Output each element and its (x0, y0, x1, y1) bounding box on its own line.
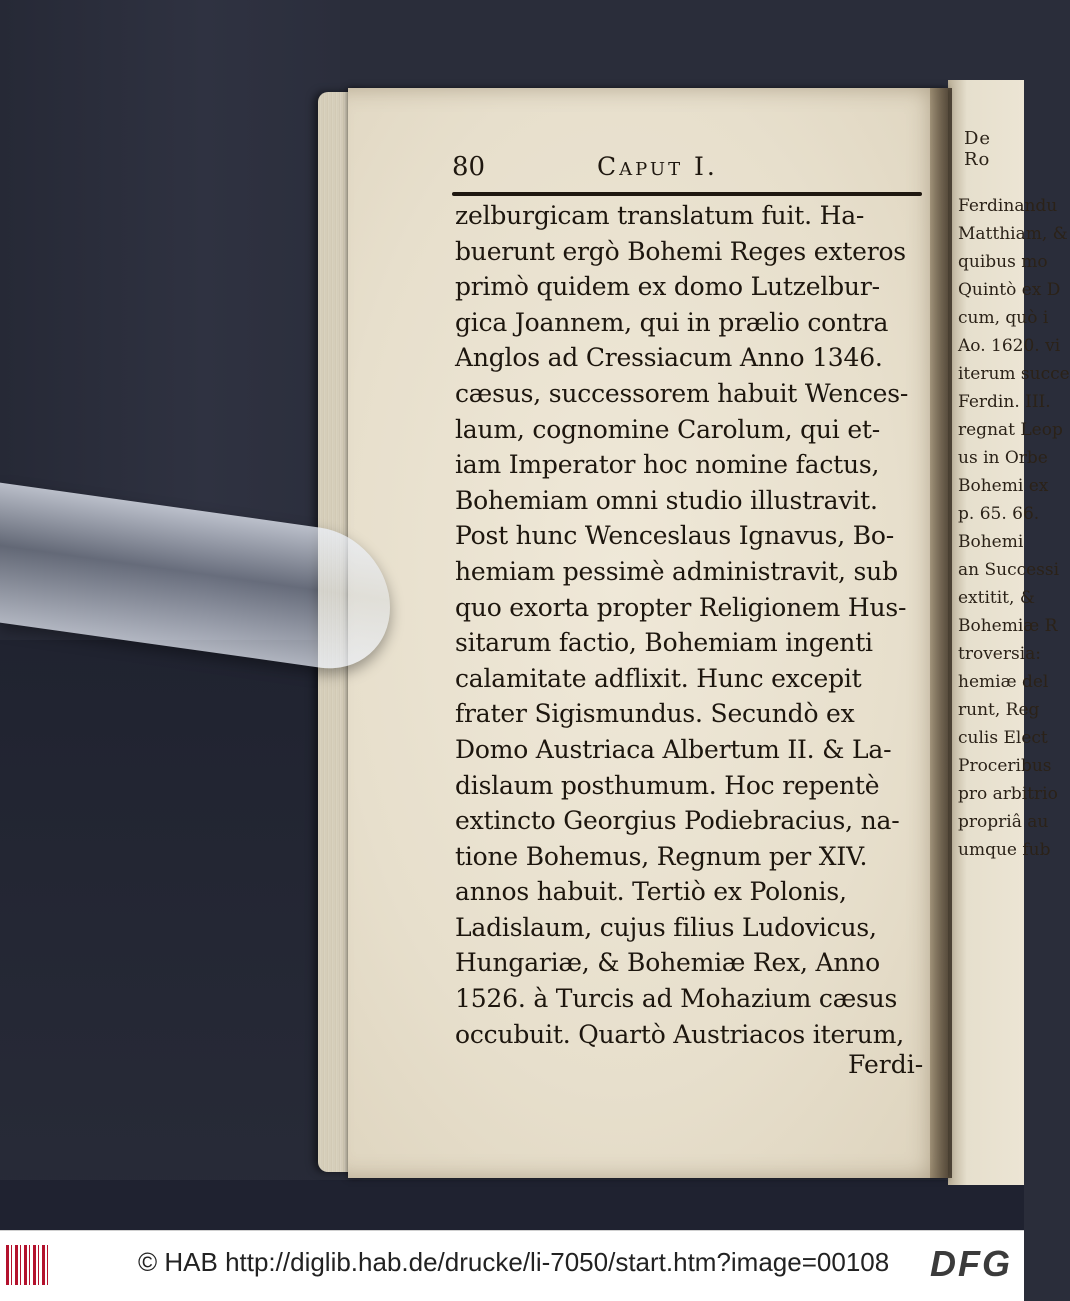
text-line: buerunt ergò Bohemi Reges exteros (455, 236, 906, 266)
background-left-lower (0, 640, 340, 1230)
facing-text-line: troversia: (958, 644, 1042, 664)
facing-text-line: culis Elect (958, 728, 1048, 748)
copyright-link[interactable]: © HAB http://diglib.hab.de/drucke/li-7050/start.htm?image=00108 (138, 1247, 890, 1277)
background-bottom (0, 1180, 1024, 1230)
facing-text-line: cum, quò i (958, 308, 1049, 328)
facing-text-line: runt, Reg (958, 700, 1040, 720)
text-line: primò quidem ex domo Lutzelbur- (455, 272, 880, 302)
facing-text-line: p. 65. 66. (958, 504, 1040, 524)
text-line: Hungariæ, & Bohemiæ Rex, Anno (455, 948, 881, 978)
facing-text-line: Bohemiæ R (958, 616, 1058, 636)
facing-text-line: Bohemi (958, 532, 1024, 552)
footer-bar (0, 1230, 1024, 1301)
text-line: Post hunc Wenceslaus Ignavus, Bo- (455, 521, 894, 551)
text-line: Domo Austriaca Albertum II. & La- (455, 734, 892, 764)
facing-text-line: regnat Leop (958, 420, 1063, 440)
facing-text-line: extitit, & (958, 588, 1035, 608)
page-text (455, 198, 925, 1052)
text-line: laum, cognomine Carolum, qui et- (455, 414, 881, 444)
facing-text-line: Ferdinandu (958, 196, 1058, 216)
facing-text-line: Bohemi ex (958, 476, 1049, 496)
text-line: frater Sigismundus. Secundò ex (455, 699, 855, 729)
barcode-icon (6, 1245, 48, 1285)
facing-text-line: an Successi (958, 560, 1060, 580)
facing-page-text (948, 192, 1070, 864)
facing-text-line: propriâ au (958, 812, 1049, 832)
text-line: tione Bohemus, Regnum per XIV. (455, 841, 868, 871)
facing-text-line: Ao. 1620. vi (958, 336, 1061, 356)
facing-text-line: Matthiam, & (958, 224, 1068, 244)
text-line: Bohemiam omni studio illustravit. (455, 485, 878, 515)
facing-page (948, 80, 1070, 1185)
book-gutter (930, 88, 952, 1178)
facing-text-line: iterum succe (958, 364, 1070, 384)
facing-text-line: Proceribus (958, 756, 1052, 776)
facing-text-line: quibus mo (958, 252, 1048, 272)
facing-text-line: hemiæ del (958, 672, 1049, 692)
facing-text-line: Quintò ex D (958, 280, 1061, 300)
text-line: Ladislaum, cujus filius Ludovicus, (455, 912, 877, 942)
head-rule (452, 192, 922, 196)
text-line: 1526. à Turcis ad Mohazium cæsus (455, 984, 898, 1014)
running-head-row (452, 152, 922, 188)
running-head: Caput I. (597, 152, 718, 181)
text-line: sitarum factio, Bohemiam ingenti (455, 628, 873, 658)
text-line: Anglos ad Cressiacum Anno 1346. (455, 343, 883, 373)
text-line: dislaum posthumum. Hoc repentè (455, 770, 880, 800)
facing-page-head: De Ro (964, 128, 992, 170)
text-line: gica Joannem, qui in prælio contra (455, 307, 889, 337)
text-line: cæsus, successorem habuit Wences- (455, 378, 909, 408)
facing-text-line: Ferdin. III. (958, 392, 1051, 412)
text-line: hemiam pessimè administravit, sub (455, 556, 898, 586)
facing-text-line: umque fub (958, 840, 1051, 860)
text-line: iam Imperator hoc nomine factus, (455, 450, 880, 480)
text-line: extincto Georgius Podiebracius, na- (455, 806, 900, 836)
text-line: occubuit. Quartò Austriacos iterum, (455, 1019, 904, 1049)
text-line: annos habuit. Tertiò ex Polonis, (455, 877, 847, 907)
page-number: 80 (452, 152, 486, 182)
text-line: zelburgicam translatum fuit. Ha- (455, 201, 865, 230)
dfg-logo: DFG (930, 1243, 1012, 1284)
catchword: Ferdi- (848, 1050, 924, 1079)
text-line: calamitate adflixit. Hunc excepit (455, 663, 862, 693)
facing-text-line: pro arbitrio (958, 784, 1058, 804)
text-line: quo exorta propter Religionem Hus- (455, 592, 907, 622)
facing-text-line: us in Orbe (958, 448, 1048, 468)
